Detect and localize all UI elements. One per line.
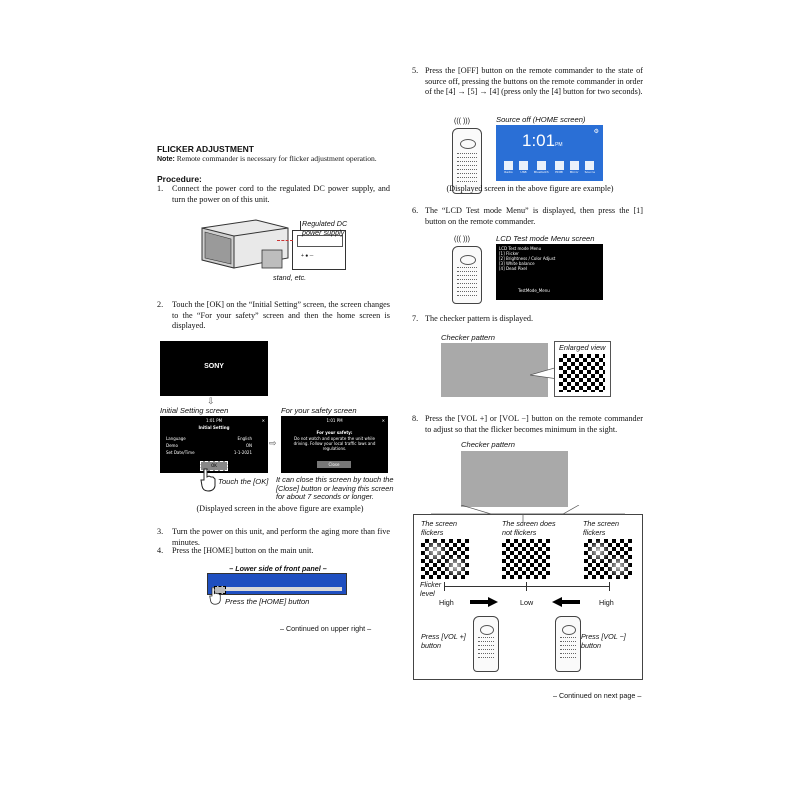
continued-upper: – Continued on upper right –	[280, 624, 372, 633]
sony-logo: SONY	[204, 363, 224, 370]
init-row-language-value: English	[237, 436, 252, 441]
step5-text: Press the [OFF] button on the remote commander to the state of source off, pressing the buttons on the remote commander in order of the [4] → [5] → [4] (press only the [4] button for two seconds).	[425, 66, 643, 97]
remote-commander	[555, 616, 581, 672]
arrow-right-icon	[470, 594, 498, 604]
flicker-level-scale	[444, 586, 610, 587]
flicker-glow-left	[421, 539, 469, 579]
home-icon-label: Bluetooth	[534, 170, 549, 174]
scale-tick-center	[526, 582, 527, 591]
clock	[522, 131, 563, 151]
source-off-caption: Source off (HOME screen)	[496, 115, 586, 124]
safety-close-icon: ✕	[381, 418, 385, 423]
home-screen	[496, 125, 603, 181]
regulated-dc-label: Regulated DC power supply	[302, 219, 348, 237]
init-row-language: Language	[166, 436, 186, 441]
init-heading: Initial Setting	[198, 425, 230, 430]
flicker-glow-right	[584, 539, 632, 579]
step2-number: 2.	[157, 300, 164, 309]
step1-number: 1.	[157, 184, 164, 193]
home-icon-label: Mirror	[569, 170, 579, 174]
lcd-menu-item-flicker[interactable]: [1] Flicker	[499, 251, 519, 256]
checker-pattern-screen-2	[461, 451, 568, 507]
high-left-label: High	[439, 598, 454, 607]
press-vol-plus-label: Press [VOL +] button	[421, 632, 466, 650]
touch-ok-label: Touch the [OK]	[218, 477, 269, 486]
step2-text: Touch the [OK] on the “Initial Setting” screen, the screen changes to the “For your safety” screen and then the home screen is displayed.	[172, 300, 390, 331]
enlarged-label: Enlarged view	[559, 343, 606, 352]
step6-number: 6.	[412, 206, 419, 215]
hand-pointer-icon	[199, 468, 217, 492]
press-home-label: Press the [HOME] button	[225, 597, 310, 606]
home-icon-source[interactable]	[585, 161, 595, 175]
init-row-date: Set Date/Time	[166, 450, 195, 455]
note	[157, 154, 397, 166]
home-icon-label: HDMI	[555, 170, 564, 174]
home-icon-label: Source	[584, 170, 595, 174]
displayed-note-left: (Displayed screen in the above figure are example)	[196, 504, 364, 513]
home-icon-label: Radio	[504, 170, 513, 174]
initial-setting-screen	[160, 416, 268, 473]
safety-time: 1:01 PM	[326, 418, 343, 423]
clock-suffix: PM	[555, 142, 563, 148]
init-time: 1:01 PM	[205, 418, 223, 423]
close-note: It can close this screen by touch the [Close] button or leaving this screen for about 7 seconds or longer.	[276, 475, 394, 502]
flicker-level-label: Flicker level	[420, 580, 442, 598]
home-icon-usb[interactable]	[519, 161, 528, 175]
low-label: Low	[520, 598, 534, 607]
checker-caption-2: Checker pattern	[461, 440, 516, 449]
home-icon-hdmi[interactable]	[555, 161, 564, 175]
right-arrow-icon: ⇨	[269, 438, 277, 448]
init-row-demo-value: ON	[245, 443, 252, 448]
step4-text: Press the [HOME] button on the main unit.	[172, 546, 314, 555]
enlarged-view-box	[554, 341, 611, 397]
checker-caption: Checker pattern	[441, 333, 496, 342]
flickers-right-label: The screen flickers	[583, 519, 619, 537]
close-icon: ✕	[261, 418, 265, 423]
step3-text: Turn the power on this unit, and perform the aging more than five minutes.	[172, 527, 390, 547]
safety-screen	[281, 416, 388, 473]
sony-boot-screen	[160, 341, 268, 396]
checker-no-flicker	[502, 539, 550, 579]
home-icon-bluetooth[interactable]	[534, 161, 549, 175]
home-icon-radio[interactable]	[504, 161, 513, 175]
clock-time: 1:01	[522, 131, 556, 150]
init-row-demo: Demo	[166, 443, 178, 448]
initial-setting-caption: Initial Setting screen	[160, 406, 229, 415]
note-label: Note:	[157, 156, 175, 163]
power-wire	[277, 240, 293, 242]
lcd-menu-title: LCD Test mode Menu	[499, 246, 542, 251]
car-unit-illustration	[196, 214, 292, 276]
step7-number: 7.	[412, 314, 419, 323]
procedure-heading: Procedure:	[157, 174, 202, 184]
front-panel	[207, 573, 347, 595]
lcd-menu-item-brightness[interactable]: [2] Brightness / Color Adjust	[499, 256, 556, 261]
remote-commander	[452, 246, 482, 304]
remote-commander	[473, 616, 499, 672]
step4-number: 4.	[157, 546, 164, 555]
power-supply-box: + ● ─	[292, 230, 346, 270]
continued-next: – Continued on next page –	[553, 691, 642, 700]
press-vol-minus-label: Press [VOL −] button	[581, 632, 626, 650]
signal-icon: ((( )))	[454, 118, 470, 125]
section-title: FLICKER ADJUSTMENT	[157, 144, 254, 154]
lcd-test-menu-screen	[496, 244, 603, 300]
safety-close-button[interactable]	[317, 461, 351, 468]
init-row-date-value: 1-1-2021	[233, 450, 252, 455]
safety-text: Do not watch and operate the unit while driving. Follow your local traffic laws and regulations.	[293, 436, 376, 451]
lcd-footer: TestMode_Menu	[518, 288, 550, 293]
step3-number: 3.	[157, 527, 164, 536]
step6-text: The “LCD Test mode Menu” is displayed, then press the [1] button on the remote commander.	[425, 206, 643, 226]
signal-icon: ((( )))	[454, 236, 470, 243]
close-label: Close	[328, 462, 340, 467]
lcd-menu-item-white-balance[interactable]: [3] White balance	[499, 261, 535, 266]
high-right-label: High	[599, 598, 614, 607]
safety-caption: For your safety screen	[281, 406, 357, 415]
displayed-note-right: (Displayed screen in the above figure are example)	[446, 184, 614, 193]
scale-tick-right	[609, 582, 610, 591]
home-icon-mirror[interactable]	[570, 161, 579, 175]
step5-number: 5.	[412, 66, 419, 75]
home-icon-row	[504, 161, 595, 175]
checker-enlarged	[559, 354, 605, 392]
not-flickers-label: The screen does not flickers	[502, 519, 556, 537]
step8-number: 8.	[412, 414, 419, 423]
arrow-left-icon	[552, 594, 580, 604]
home-icon-label: USB	[520, 170, 527, 174]
down-arrow-icon: ⇩	[207, 396, 215, 406]
step8-text: Press the [VOL +] or [VOL −] button on the remote commander to adjust so that the flicker becomes minimum in the sight.	[425, 414, 643, 434]
lcd-caption: LCD Test mode Menu screen	[496, 234, 595, 243]
note-text: Remote commander is necessary for flicker adjustment operation.	[174, 154, 377, 163]
lower-side-label: – Lower side of front panel –	[229, 564, 327, 573]
step1-text: Connect the power cord to the regulated DC power supply, and turn the power on of this unit.	[172, 184, 390, 204]
stand-label: stand, etc.	[273, 273, 307, 282]
lcd-menu-item-dead-pixel[interactable]: [4] Dead Pixel	[499, 266, 527, 271]
safety-heading: For your safety:	[316, 430, 353, 435]
flickers-left-label: The screen flickers	[421, 519, 457, 537]
settings-icon: ⚙	[593, 129, 599, 135]
step7-text: The checker pattern is displayed.	[425, 314, 533, 323]
hand-pointer-icon-home	[208, 587, 222, 605]
ok-label: OK	[211, 463, 217, 468]
